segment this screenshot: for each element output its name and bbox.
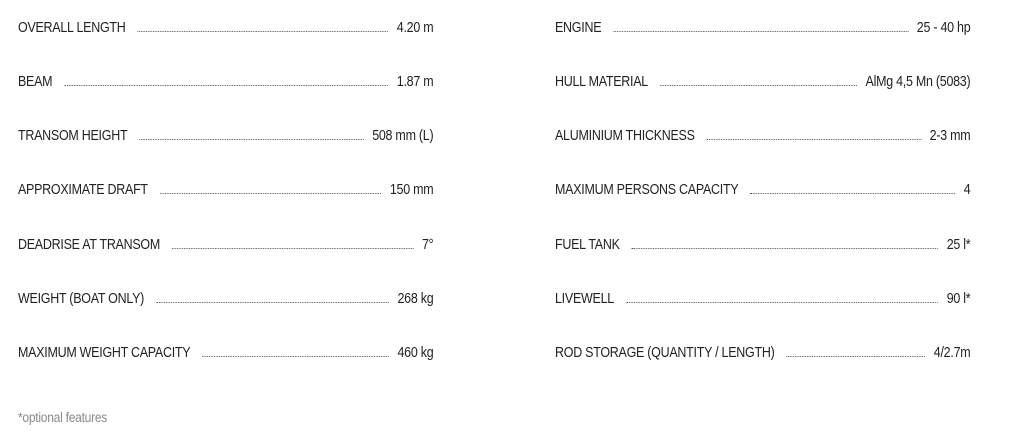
spec-row-approximate-draft: [18, 175, 433, 197]
spec-row-fuel-tank: [555, 230, 970, 252]
optional-features-footnote: *optional features: [18, 409, 108, 425]
spec-value: 25 l*: [946, 236, 971, 253]
spec-row-hull-material: [555, 67, 970, 89]
dotted-leader: [613, 31, 908, 32]
dotted-leader: [139, 139, 363, 140]
spec-value: 25 - 40 hp: [916, 19, 971, 36]
spec-row-maximum-weight-capacity: [18, 338, 433, 360]
dotted-leader: [138, 31, 389, 32]
spec-value: 90 l*: [946, 290, 971, 307]
spec-label: WEIGHT (BOAT ONLY): [18, 290, 145, 307]
spec-value: 508 mm (L): [372, 127, 434, 144]
spec-value: AlMg 4,5 Mn (5083): [865, 73, 971, 90]
spec-row-engine: [555, 13, 970, 35]
spec-label: HULL MATERIAL: [555, 73, 648, 90]
spec-value: 7°: [421, 236, 434, 253]
dotted-leader: [156, 302, 389, 303]
spec-row-maximum-persons-capacity: [555, 175, 970, 197]
spec-label: OVERALL LENGTH: [18, 19, 126, 36]
spec-label: BEAM: [18, 73, 53, 90]
spec-row-overall-length: [18, 13, 433, 35]
dotted-leader: [64, 85, 388, 86]
spec-row-rod-storage: [555, 338, 970, 360]
dotted-leader: [660, 85, 857, 86]
spec-label: LIVEWELL: [555, 290, 614, 307]
spec-label: MAXIMUM PERSONS CAPACITY: [555, 181, 739, 198]
spec-row-beam: [18, 67, 433, 89]
spec-row-weight-boat-only: [18, 284, 433, 306]
spec-value: 4: [963, 181, 971, 198]
spec-value: 150 mm: [389, 181, 434, 198]
spec-label: ENGINE: [555, 19, 602, 36]
spec-value: 1.87 m: [396, 73, 434, 90]
dotted-leader: [787, 356, 926, 357]
dotted-leader: [160, 193, 381, 194]
spec-row-transom-height: [18, 121, 433, 143]
spec-label: DEADRISE AT TRANSOM: [18, 236, 161, 253]
dotted-leader: [172, 248, 413, 249]
spec-label: APPROXIMATE DRAFT: [18, 181, 148, 198]
dotted-leader: [750, 193, 955, 194]
dotted-leader: [626, 302, 938, 303]
spec-label: MAXIMUM WEIGHT CAPACITY: [18, 344, 191, 361]
spec-value: 4.20 m: [396, 19, 434, 36]
spec-label: ROD STORAGE (QUANTITY / LENGTH): [555, 344, 775, 361]
dotted-leader: [632, 248, 938, 249]
spec-label: TRANSOM HEIGHT: [18, 127, 128, 144]
spec-label: FUEL TANK: [555, 236, 620, 253]
spec-row-livewell: [555, 284, 970, 306]
spec-value: 2-3 mm: [929, 127, 971, 144]
spec-row-deadrise-at-transom: [18, 230, 433, 252]
spec-value: 460 kg: [397, 344, 434, 361]
spec-label: ALUMINIUM THICKNESS: [555, 127, 695, 144]
spec-value: 4/2.7m: [933, 344, 971, 361]
dotted-leader: [707, 139, 921, 140]
spec-value: 268 kg: [397, 290, 434, 307]
spec-row-aluminium-thickness: [555, 121, 970, 143]
dotted-leader: [202, 356, 388, 357]
